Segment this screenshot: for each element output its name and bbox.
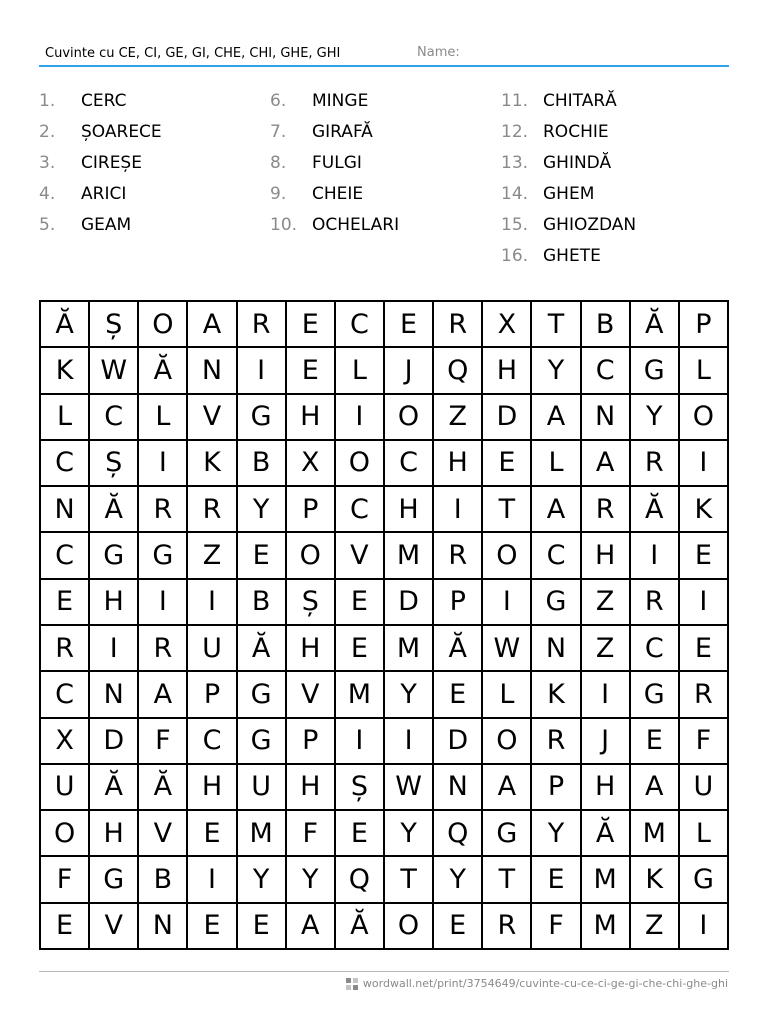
grid-cell: H xyxy=(434,441,483,487)
word-list-item xyxy=(39,86,269,117)
grid-cell: E xyxy=(41,904,90,950)
grid-cell: D xyxy=(483,395,532,441)
grid-cell: K xyxy=(631,857,680,903)
worksheet-title: Cuvinte cu CE, CI, GE, GI, CHE, CHI, GHE, GHI xyxy=(45,46,341,61)
word-number: 14. xyxy=(501,184,529,204)
grid-cell: I xyxy=(680,904,729,950)
grid-cell: N xyxy=(582,395,631,441)
grid-cell: I xyxy=(582,672,631,718)
grid-cell: H xyxy=(90,811,139,857)
grid-cell: L xyxy=(139,395,188,441)
word-number: 4. xyxy=(39,184,56,204)
grid-cell: Ș xyxy=(287,580,336,626)
grid-cell: D xyxy=(385,580,434,626)
grid-cell: P xyxy=(532,765,581,811)
word-text: ȘOARECE xyxy=(81,122,162,142)
grid-cell: A xyxy=(483,765,532,811)
grid-cell: E xyxy=(680,533,729,579)
grid-cell: Z xyxy=(582,626,631,672)
grid-cell: Ș xyxy=(90,302,139,348)
grid-cell: X xyxy=(41,719,90,765)
grid-cell: N xyxy=(90,672,139,718)
grid-cell: I xyxy=(680,441,729,487)
grid-cell: N xyxy=(188,348,237,394)
word-number: 5. xyxy=(39,215,56,235)
grid-cell: H xyxy=(287,395,336,441)
grid-cell: V xyxy=(336,533,385,579)
footer-divider xyxy=(39,971,729,972)
grid-cell: E xyxy=(385,302,434,348)
grid-cell: Ă xyxy=(90,487,139,533)
grid-cell: F xyxy=(680,719,729,765)
word-list-item xyxy=(501,117,731,148)
grid-cell: Z xyxy=(188,533,237,579)
grid-cell: U xyxy=(41,765,90,811)
grid-cell: H xyxy=(483,348,532,394)
word-list-item xyxy=(501,86,731,117)
word-number: 6. xyxy=(270,91,287,111)
grid-cell: E xyxy=(336,580,385,626)
grid-cell: E xyxy=(631,719,680,765)
word-list-item xyxy=(270,117,500,148)
word-list-item xyxy=(39,210,269,241)
word-number: 16. xyxy=(501,246,529,266)
word-number: 2. xyxy=(39,122,56,142)
grid-cell: U xyxy=(188,626,237,672)
word-text: ROCHIE xyxy=(543,122,609,142)
grid-cell: H xyxy=(582,533,631,579)
grid-cell: R xyxy=(139,626,188,672)
grid-cell: P xyxy=(434,580,483,626)
grid-cell: P xyxy=(680,302,729,348)
grid-cell: M xyxy=(238,811,287,857)
grid-cell: A xyxy=(582,441,631,487)
grid-cell: E xyxy=(336,626,385,672)
grid-cell: A xyxy=(631,765,680,811)
grid-cell: N xyxy=(434,765,483,811)
grid-cell: Y xyxy=(238,487,287,533)
word-number: 7. xyxy=(270,122,287,142)
grid-cell: N xyxy=(41,487,90,533)
grid-cell: M xyxy=(631,811,680,857)
grid-cell: R xyxy=(41,626,90,672)
grid-cell: A xyxy=(139,672,188,718)
grid-cell: C xyxy=(336,487,385,533)
grid-cell: F xyxy=(287,811,336,857)
word-text: GHIOZDAN xyxy=(543,215,637,235)
grid-cell: N xyxy=(532,626,581,672)
grid-cell: M xyxy=(385,626,434,672)
grid-cell: U xyxy=(680,765,729,811)
grid-cell: I xyxy=(188,580,237,626)
grid-cell: B xyxy=(238,580,287,626)
word-number: 3. xyxy=(39,153,56,173)
grid-cell: I xyxy=(90,626,139,672)
grid-cell: R xyxy=(139,487,188,533)
grid-cell: E xyxy=(532,857,581,903)
grid-cell: W xyxy=(483,626,532,672)
grid-cell: O xyxy=(483,719,532,765)
grid-cell: O xyxy=(483,533,532,579)
grid-cell: Y xyxy=(532,348,581,394)
grid-cell: C xyxy=(90,395,139,441)
grid-cell: Ă xyxy=(631,487,680,533)
grid-cell: I xyxy=(434,487,483,533)
grid-cell: H xyxy=(90,580,139,626)
word-list-item xyxy=(501,179,731,210)
grid-cell: O xyxy=(385,904,434,950)
grid-cell: L xyxy=(680,348,729,394)
grid-cell: T xyxy=(483,857,532,903)
grid-cell: A xyxy=(532,487,581,533)
grid-cell: M xyxy=(582,857,631,903)
word-number: 15. xyxy=(501,215,529,235)
grid-cell: I xyxy=(336,719,385,765)
grid-cell: I xyxy=(238,348,287,394)
grid-cell: G xyxy=(631,348,680,394)
word-list-column xyxy=(270,86,500,241)
grid-cell: G xyxy=(238,719,287,765)
grid-cell: F xyxy=(532,904,581,950)
word-list-item xyxy=(39,148,269,179)
grid-cell: Y xyxy=(287,857,336,903)
grid-cell: C xyxy=(631,626,680,672)
word-list-column xyxy=(39,86,269,241)
grid-cell: E xyxy=(188,904,237,950)
grid-cell: I xyxy=(336,395,385,441)
grid-cell: R xyxy=(434,533,483,579)
wordwall-logo-icon xyxy=(346,978,358,990)
grid-cell: N xyxy=(139,904,188,950)
grid-cell: K xyxy=(188,441,237,487)
grid-cell: B xyxy=(139,857,188,903)
grid-cell: T xyxy=(385,857,434,903)
grid-cell: L xyxy=(336,348,385,394)
grid-cell: E xyxy=(188,811,237,857)
grid-cell: C xyxy=(385,441,434,487)
grid-cell: G xyxy=(483,811,532,857)
grid-cell: C xyxy=(532,533,581,579)
grid-cell: C xyxy=(41,672,90,718)
grid-cell: V xyxy=(287,672,336,718)
grid-cell: L xyxy=(532,441,581,487)
grid-cell: Ș xyxy=(90,441,139,487)
word-number: 12. xyxy=(501,122,529,142)
grid-cell: O xyxy=(287,533,336,579)
word-list-item xyxy=(270,148,500,179)
grid-cell: Q xyxy=(434,348,483,394)
grid-cell: E xyxy=(238,533,287,579)
grid-cell: C xyxy=(582,348,631,394)
grid-cell: L xyxy=(483,672,532,718)
footer xyxy=(346,977,728,990)
grid-cell: Ă xyxy=(41,302,90,348)
grid-cell: C xyxy=(41,441,90,487)
grid-cell: M xyxy=(582,904,631,950)
grid-cell: M xyxy=(336,672,385,718)
grid-cell: Y xyxy=(385,672,434,718)
grid-cell: V xyxy=(188,395,237,441)
word-text: GHETE xyxy=(543,246,601,266)
grid-cell: E xyxy=(680,626,729,672)
grid-cell: R xyxy=(582,487,631,533)
grid-cell: E xyxy=(41,580,90,626)
grid-cell: Ă xyxy=(631,302,680,348)
grid-cell: H xyxy=(287,626,336,672)
grid-cell: L xyxy=(680,811,729,857)
grid-cell: O xyxy=(680,395,729,441)
grid-cell: G xyxy=(631,672,680,718)
grid-cell: T xyxy=(483,487,532,533)
grid-cell: E xyxy=(287,348,336,394)
grid-cell: C xyxy=(336,302,385,348)
grid-cell: Ă xyxy=(238,626,287,672)
grid-cell: Ă xyxy=(90,765,139,811)
word-number: 9. xyxy=(270,184,287,204)
grid-cell: K xyxy=(680,487,729,533)
word-text: CHEIE xyxy=(312,184,364,204)
grid-cell: Y xyxy=(238,857,287,903)
grid-cell: W xyxy=(90,348,139,394)
word-text: MINGE xyxy=(312,91,369,111)
word-search-grid xyxy=(39,300,729,950)
grid-cell: J xyxy=(385,348,434,394)
grid-cell: A xyxy=(287,904,336,950)
word-list-item xyxy=(501,210,731,241)
grid-cell: R xyxy=(434,302,483,348)
grid-cell: E xyxy=(434,904,483,950)
grid-cell: H xyxy=(582,765,631,811)
grid-cell: R xyxy=(631,441,680,487)
grid-cell: X xyxy=(483,302,532,348)
grid-cell: Ă xyxy=(139,765,188,811)
word-text: CIREȘE xyxy=(81,153,142,173)
grid-cell: R xyxy=(631,580,680,626)
grid-cell: G xyxy=(90,533,139,579)
word-text: CHITARĂ xyxy=(543,91,617,111)
grid-cell: Ă xyxy=(336,904,385,950)
grid-cell: M xyxy=(385,533,434,579)
grid-cell: O xyxy=(41,811,90,857)
worksheet-header xyxy=(39,40,729,67)
grid-cell: I xyxy=(139,441,188,487)
word-text: CERC xyxy=(81,91,127,111)
grid-cell: X xyxy=(287,441,336,487)
grid-cell: G xyxy=(139,533,188,579)
grid-cell: P xyxy=(188,672,237,718)
grid-cell: K xyxy=(41,348,90,394)
grid-cell: B xyxy=(238,441,287,487)
word-number: 13. xyxy=(501,153,529,173)
word-list xyxy=(39,86,739,276)
grid-cell: O xyxy=(336,441,385,487)
word-list-item xyxy=(501,241,731,272)
word-text: ARICI xyxy=(81,184,127,204)
grid-cell: K xyxy=(532,672,581,718)
word-text: GEAM xyxy=(81,215,132,235)
word-text: GHINDĂ xyxy=(543,153,612,173)
word-list-item xyxy=(39,179,269,210)
word-text: OCHELARI xyxy=(312,215,400,235)
grid-cell: H xyxy=(287,765,336,811)
grid-cell: P xyxy=(287,487,336,533)
grid-cell: D xyxy=(90,719,139,765)
grid-cell: I xyxy=(680,580,729,626)
grid-cell: Ă xyxy=(139,348,188,394)
grid-cell: R xyxy=(188,487,237,533)
grid-cell: I xyxy=(188,857,237,903)
grid-cell: Y xyxy=(532,811,581,857)
grid-cell: U xyxy=(238,765,287,811)
grid-cell: R xyxy=(680,672,729,718)
grid-cell: E xyxy=(336,811,385,857)
grid-cell: R xyxy=(483,904,532,950)
word-text: FULGI xyxy=(312,153,362,173)
grid-cell: D xyxy=(434,719,483,765)
name-label: Name: xyxy=(417,45,460,60)
word-number: 8. xyxy=(270,153,287,173)
grid-cell: G xyxy=(238,395,287,441)
grid-cell: Z xyxy=(631,904,680,950)
grid-cell: A xyxy=(188,302,237,348)
grid-cell: J xyxy=(582,719,631,765)
grid-cell: T xyxy=(532,302,581,348)
word-list-column xyxy=(501,86,731,272)
grid-cell: C xyxy=(41,533,90,579)
grid-cell: Z xyxy=(434,395,483,441)
grid-cell: H xyxy=(385,487,434,533)
grid-cell: L xyxy=(41,395,90,441)
grid-cell: E xyxy=(434,672,483,718)
grid-cell: R xyxy=(238,302,287,348)
grid-cell: P xyxy=(287,719,336,765)
grid-cell: W xyxy=(385,765,434,811)
grid-cell: H xyxy=(188,765,237,811)
grid-cell: Q xyxy=(336,857,385,903)
grid-cell: C xyxy=(188,719,237,765)
grid-cell: O xyxy=(139,302,188,348)
grid-cell: I xyxy=(139,580,188,626)
word-text: GIRAFĂ xyxy=(312,122,373,142)
grid-cell: V xyxy=(90,904,139,950)
word-list-item xyxy=(270,210,500,241)
grid-cell: Y xyxy=(631,395,680,441)
word-list-item xyxy=(270,179,500,210)
grid-cell: G xyxy=(532,580,581,626)
word-number: 11. xyxy=(501,91,529,111)
grid-cell: Ă xyxy=(582,811,631,857)
grid-cell: E xyxy=(287,302,336,348)
word-number: 1. xyxy=(39,91,56,111)
grid-cell: E xyxy=(238,904,287,950)
footer-url[interactable]: wordwall.net/print/3754649/cuvinte-cu-ce-ci-ge-gi-che-chi-ghe-ghi xyxy=(362,977,728,990)
grid-cell: Ă xyxy=(434,626,483,672)
grid-cell: O xyxy=(385,395,434,441)
grid-cell: Ș xyxy=(336,765,385,811)
grid-cell: V xyxy=(139,811,188,857)
grid-cell: B xyxy=(582,302,631,348)
grid-cell: Q xyxy=(434,811,483,857)
grid-cell: Z xyxy=(582,580,631,626)
word-number: 10. xyxy=(270,215,298,235)
grid-cell: F xyxy=(41,857,90,903)
grid-cell: G xyxy=(680,857,729,903)
grid-cell: F xyxy=(139,719,188,765)
word-list-item xyxy=(501,148,731,179)
grid-cell: Y xyxy=(385,811,434,857)
grid-cell: Y xyxy=(434,857,483,903)
grid-cell: I xyxy=(631,533,680,579)
grid-cell: I xyxy=(483,580,532,626)
grid-cell: I xyxy=(385,719,434,765)
grid-cell: R xyxy=(532,719,581,765)
word-list-item xyxy=(270,86,500,117)
grid-cell: G xyxy=(90,857,139,903)
grid-cell: E xyxy=(483,441,532,487)
grid-cell: G xyxy=(238,672,287,718)
word-text: GHEM xyxy=(543,184,595,204)
grid-cell: A xyxy=(532,395,581,441)
word-list-item xyxy=(39,117,269,148)
